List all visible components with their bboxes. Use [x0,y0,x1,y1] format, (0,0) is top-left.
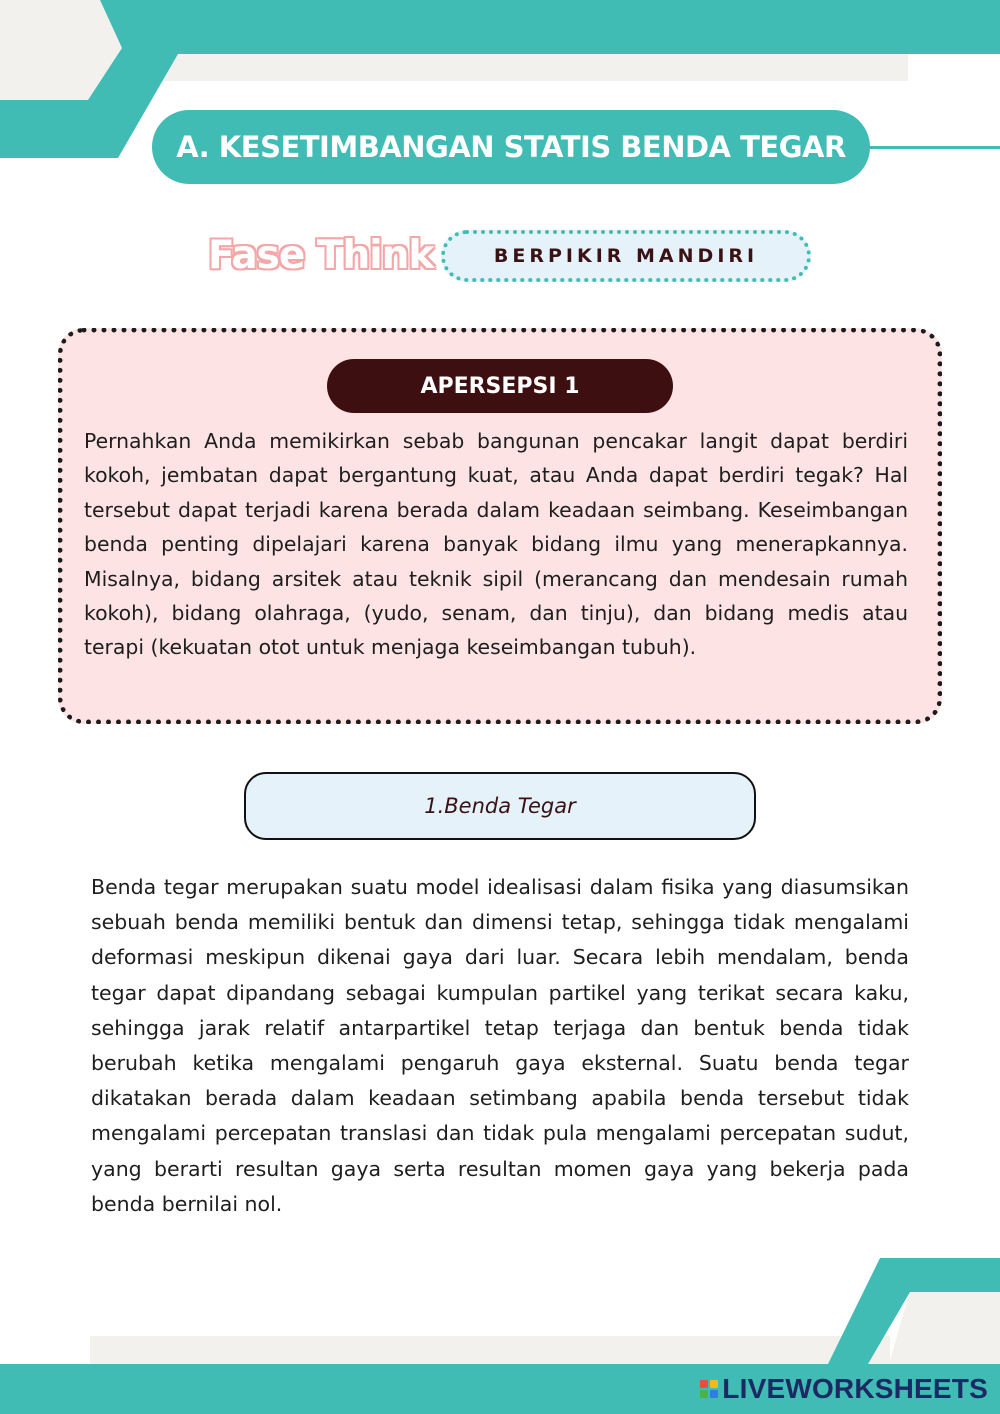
apersepsi-title: APERSEPSI 1 [420,373,580,399]
apersepsi-paragraph: Pernahkan Anda memikirkan sebab bangunan pencakar langit dapat berdiri kokoh, jembatan dapat bergantung kuat, atau Anda dapat berdiri tegak? Hal tersebut dapat terjadi karena berada dalam keadaan seimbang. Keseimbangan benda penting dipelajari karena banyak bidang ilmu yang menerapkannya. Misalnya, bidang arsitek atau teknik sipil (merancang dan mendesain rumah kokoh), bidang olahraga, (yudo, senam, dan tinju), dan bidang medis atau terapi (kekuatan otot untuk menjaga keseimbangan tubuh). [84,429,908,660]
subsection-heading: 1.Benda Tegar [424,794,576,818]
section-title: A. KESETIMBANGAN STATIS BENDA TEGAR [176,130,846,164]
title-connector-line [868,146,1000,149]
apersepsi-title-pill [327,359,673,413]
bottom-gray-band [90,1336,890,1366]
liveworksheets-mark-icon [700,1380,718,1398]
phase-badge [441,230,811,282]
liveworksheets-logo [700,1372,988,1406]
phase-badge-text: BERPIKIR MANDIRI [493,245,759,267]
liveworksheets-logo-text: LIVEWORKSHEETS [722,1373,988,1404]
body-paragraph: Benda tegar merupakan suatu model idealisasi dalam fisika yang diasumsikan sebuah benda memiliki bentuk dan dimensi tetap, sehingga tidak mengalami deformasi meskipun dikenai gaya dari luar. Secara lebih mendalam, benda tegar dapat dipandang sebagai kumpulan partikel yang terikat secara kaku, sehingga jarak relatif antarpartikel tetap terjaga dan bentuk benda tidak berubah ketika mengalami pengaruh gaya eksternal. Suatu benda tegar dikatakan berada dalam keadaan setimbang apabila benda tersebut tidak mengalami percepatan translasi dan tidak pula mengalami percepatan sudut, yang berarti resultan gaya serta resultan momen gaya yang bekerja pada benda bernilai nol. [91,875,909,1216]
section-title-pill [152,110,870,184]
phase-label: Fase Think [208,233,434,278]
subsection-heading-box [244,772,756,840]
